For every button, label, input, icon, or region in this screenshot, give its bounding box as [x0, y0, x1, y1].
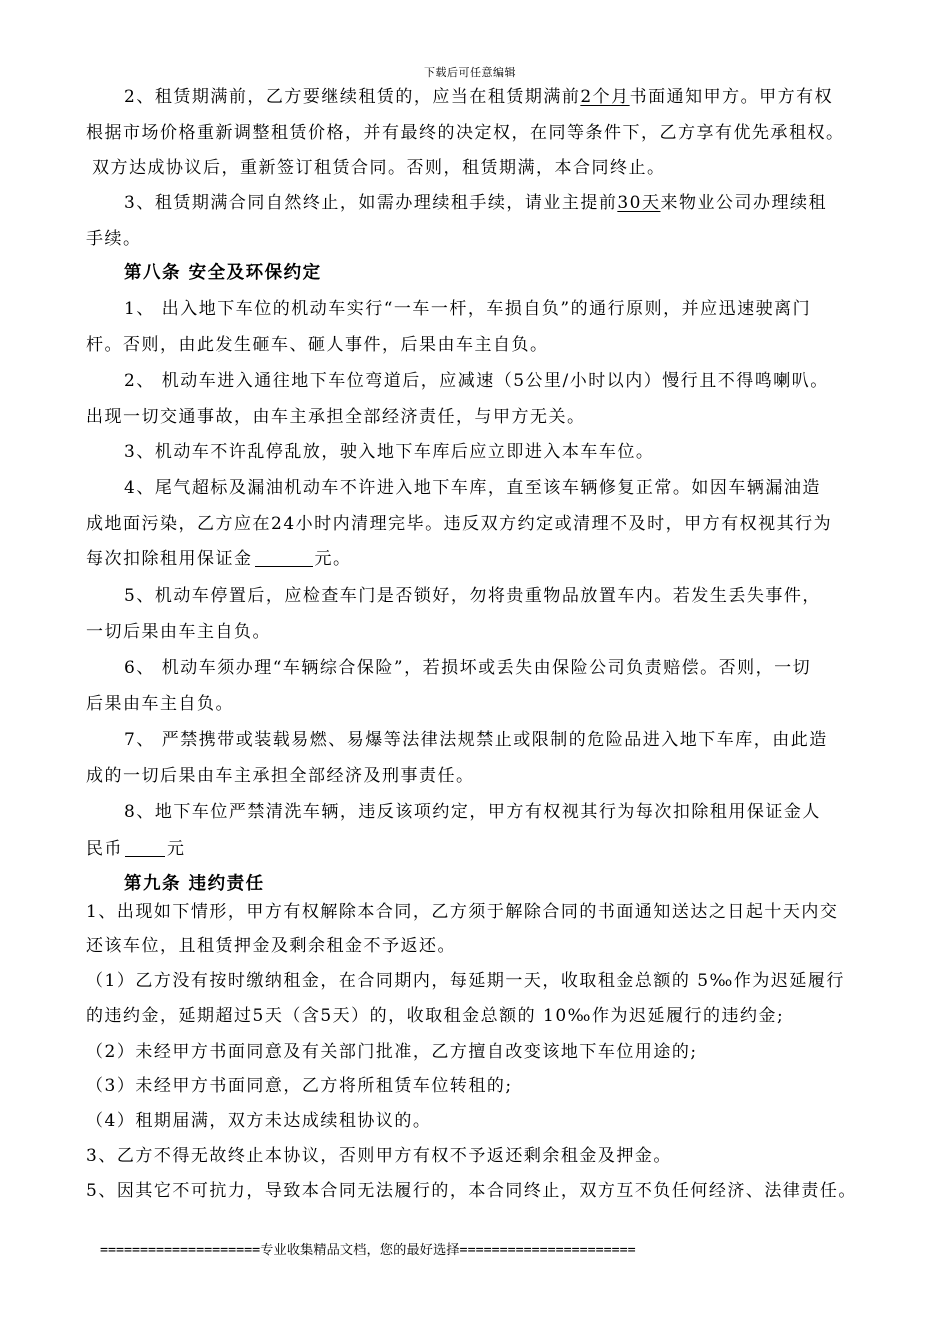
- paragraph-line: 3、机动车不许乱停乱放，驶入地下车库后应立即进入本车车位。: [124, 442, 655, 462]
- paragraph-line: 出现一切交通事故，由车主承担全部经济责任，与甲方无关。: [86, 407, 586, 427]
- paragraph-line: 还该车位，且租赁押金及剩余租金不予返还。: [86, 936, 456, 956]
- text-segment: 书面通知甲方。甲方有权: [629, 87, 834, 107]
- fill-in-blank: [125, 840, 165, 857]
- text-segment: 元。: [314, 549, 352, 569]
- paragraph-line: [124, 192, 827, 214]
- paragraph-line: [124, 86, 833, 108]
- paragraph-line: 5、因其它不可抗力，导致本合同无法履行的，本合同终止，双方互不负任何经济、法律责任。: [86, 1181, 857, 1201]
- footer-banner: ====================专业收集精品文档，您的最好选择======================: [100, 1243, 636, 1258]
- paragraph-line: 3、乙方不得无故终止本协议，否则甲方有权不予返还剩余租金及押金。: [86, 1146, 672, 1166]
- paragraph-line: （1）乙方没有按时缴纳租金，在合同期内，每延期一天，收取租金总额的 5‰作为迟延履行: [86, 971, 845, 991]
- paragraph-line: 的违约金，延期超过5天（含5天）的，收取租金总额的 10‰作为迟延履行的违约金;: [86, 1006, 785, 1026]
- paragraph-line: 杆。否则，由此发生砸车、砸人事件，后果由车主自负。: [86, 335, 549, 355]
- paragraph-line: [86, 548, 352, 570]
- paragraph-line: （3）未经甲方书面同意，乙方将所租赁车位转租的;: [86, 1076, 513, 1096]
- underlined-term: 2个月: [580, 87, 630, 107]
- paragraph-line: 成的一切后果由车主承担全部经济及刑事责任。: [86, 766, 475, 786]
- header-note: 下载后可任意编辑: [424, 66, 516, 79]
- text-segment: 来物业公司办理续租: [660, 193, 827, 213]
- section-heading-8: 第八条 安全及环保约定: [124, 263, 322, 283]
- paragraph-line: （2）未经甲方书面同意及有关部门批准，乙方擅自改变该地下车位用途的;: [86, 1042, 698, 1062]
- text-segment: 民币: [86, 839, 123, 859]
- paragraph-line: [86, 838, 186, 860]
- paragraph-line: （4）租期届满，双方未达成续租协议的。: [86, 1111, 432, 1131]
- underlined-term: 30天: [617, 193, 661, 213]
- paragraph-line: 后果由车主自负。: [86, 694, 234, 714]
- paragraph-line: 一切后果由车主自负。: [86, 622, 271, 642]
- paragraph-line: 6、 机动车须办理“车辆综合保险”，若损坏或丢失由保险公司负责赔偿。否则，一切: [124, 658, 812, 678]
- paragraph-line: 1、出现如下情形，甲方有权解除本合同，乙方须于解除合同的书面通知送达之日起十天内交: [86, 902, 839, 922]
- paragraph-line: 成地面污染，乙方应在24小时内清理完毕。违反双方约定或清理不及时，甲方有权视其行为: [86, 514, 833, 534]
- paragraph-line: 7、 严禁携带或装载易燃、易爆等法律法规禁止或限制的危险品进入地下车库，由此造: [124, 730, 828, 750]
- paragraph-line: 1、 出入地下车位的机动车实行“一车一杆，车损自负”的通行原则，并应迅速驶离门: [124, 299, 812, 319]
- paragraph-line: 2、 机动车进入通往地下车位弯道后，应减速（5公里/小时以内）慢行且不得鸣喇叭。: [124, 371, 829, 391]
- paragraph-line: 双方达成协议后，重新签订租赁合同。否则，租赁期满，本合同终止。: [92, 158, 666, 178]
- text-segment: 每次扣除租用保证金: [86, 549, 253, 569]
- paragraph-line: 手续。: [86, 229, 142, 249]
- text-segment: 3、租赁期满合同自然终止，如需办理续租手续，请业主提前: [124, 193, 618, 213]
- text-segment: 元: [167, 839, 186, 859]
- paragraph-line: 5、机动车停置后，应检查车门是否锁好，勿将贵重物品放置车内。若发生丢失事件，: [124, 586, 821, 606]
- paragraph-line: 根据市场价格重新调整租赁价格，并有最终的决定权，在同等条件下，乙方享有优先承租权。: [86, 123, 845, 143]
- paragraph-line: 4、尾气超标及漏油机动车不许进入地下车库，直至该车辆修复正常。如因车辆漏油造: [124, 478, 821, 498]
- text-segment: 2、租赁期满前，乙方要继续租赁的，应当在租赁期满前: [124, 87, 581, 107]
- paragraph-line: 8、地下车位严禁清洗车辆，违反该项约定，甲方有权视其行为每次扣除租用保证金人: [124, 802, 821, 822]
- fill-in-blank: [255, 550, 313, 567]
- section-heading-9: 第九条 违约责任: [124, 874, 265, 894]
